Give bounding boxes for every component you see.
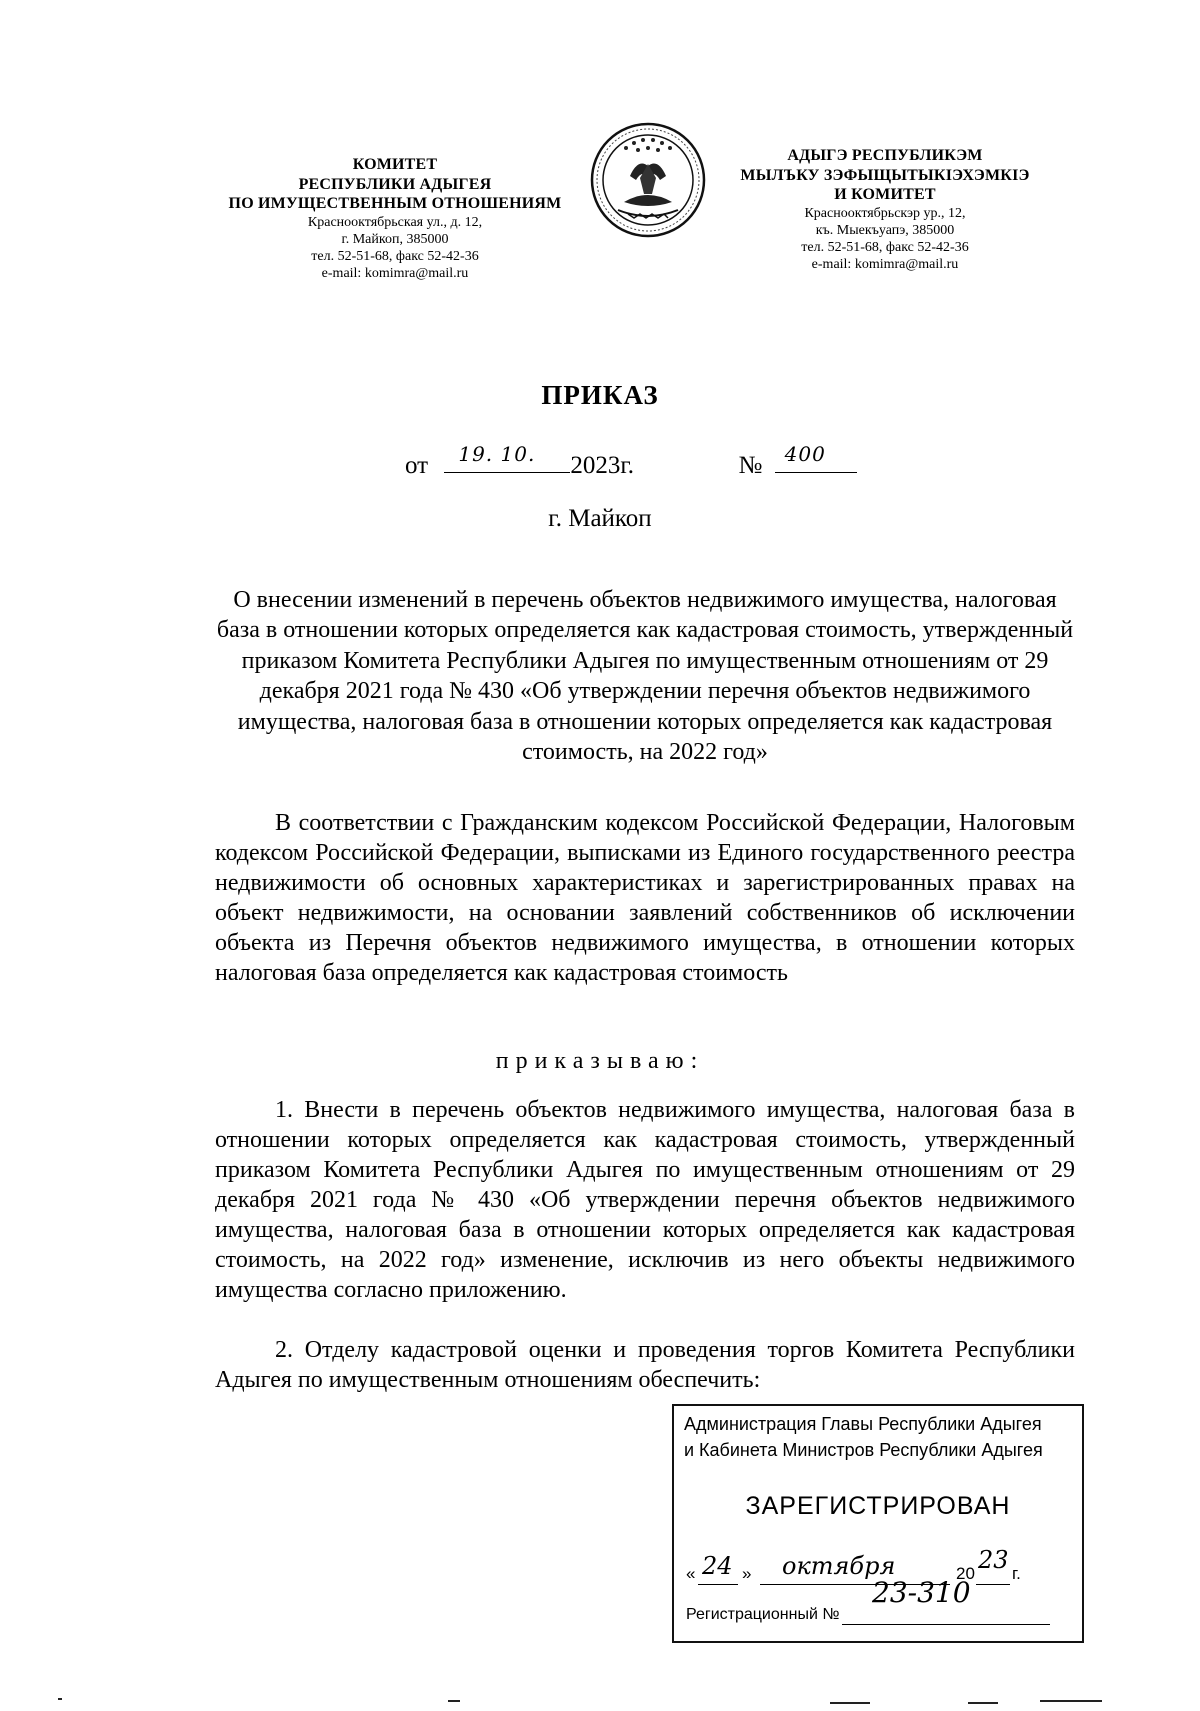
org-email-ady: e-mail: komimra@mail.ru [811,256,959,272]
stamp-regno-row [686,1606,839,1624]
order-subject: О внесении изменений в перечень объектов недвижимого имущества, налоговая база в отношении которых определяется как кадастровая стоимость, утвержденный приказом Комитета Республики Адыгея по имущественным отношениям от 29 декабря 2021 года № 430 «Об утверждении перечня объектов недвижимого имущества, налоговая база в отношении которых определяется как кадастровая стоимость, на 2022 год» [216,587,1074,766]
handwritten-date: 19. 10. [458,442,536,466]
org-address: Краснооктябрьская ул., д. 12, [307,214,483,230]
stamp-close-quote: » [742,1564,752,1583]
org-city: г. Майкоп, 385000 [341,231,449,247]
org-city-ady: къ. Мыекъуапэ, 385000 [815,222,955,238]
org-name-line1: КОМИТЕТ [352,156,438,173]
stamp-handwritten-day: 24 [702,1552,733,1580]
org-name-ady-line3: И КОМИТЕТ [834,186,936,204]
org-name-ady-line1: АДЫГЭ РЕСПУБЛИКЭМ [787,147,983,164]
order-city: г. Майкоп [548,505,652,532]
order-title: ПРИКАЗ [541,380,659,410]
scan-speck [448,1700,460,1702]
preamble-paragraph: В соответствии с Гражданским кодексом Российской Федерации, Налоговым кодексом Российской Федерации, выписками из Единого государственного реестра недвижимости об основных характеристиках и зарегистрированных правах на объект недвижимости, на основании заявлений собственников об исключении объекта из Перечня объектов недвижимого имущества, в отношении которых налоговая база определяется как кадастровая стоимость [215,810,1075,986]
stamp-handwritten-month: октября [782,1552,896,1580]
order-date-number-row [405,442,857,480]
item-1-paragraph: 1. Внести в перечень объектов недвижимого имущества, налоговая база в отношении которых определяется как кадастровая стоимость, утвержденный приказом Комитета Республики Адыгея по имущественным отношениям от 29 декабря 2021 года № 430 «Об утверждении перечня объектов недвижимого имущества, налоговая база в отношении которых определяется как кадастровая стоимость, на 2022 год» изменение, исключив из него объекты недвижимого имущества согласно приложению. [215,1097,1075,1303]
stamp-org-line1: Администрация Главы Республики Адыгея [684,1414,1042,1434]
from-label: от [405,452,429,479]
scan-speck [968,1702,998,1704]
stamp-year-suffix: г. [1012,1564,1021,1583]
stamp-handwritten-regno: 23-310 [872,1576,971,1609]
decree-word: приказываю: [495,1048,705,1074]
coat-of-arms-icon [588,118,708,242]
stamp-open-quote: « [686,1564,696,1583]
org-address-ady: Краснооктябрьскэр ур., 12, [804,205,966,221]
scan-speck [58,1698,62,1700]
scan-speck [1040,1700,1102,1702]
org-name-ady-line2: МЫЛЪКУ ЗЭФЫЩЫТЫКIЭХЭМКIЭ [740,166,1030,184]
letterhead-right [700,146,1070,273]
registration-stamp [672,1404,1084,1643]
org-name-line3: ПО ИМУЩЕСТВЕННЫМ ОТНОШЕНИЯМ [228,195,562,213]
handwritten-number: 400 [784,442,826,466]
date-blank [444,442,570,473]
number-label: № [738,452,763,479]
stamp-org-line2: и Кабинета Министров Республики Адыгея [684,1440,1043,1460]
item-2-paragraph: 2. Отделу кадастровой оценки и проведения торгов Комитета Республики Адыгея по имущественным отношениям обеспечить: [215,1337,1075,1393]
stamp-handwritten-year: 23 [978,1546,1009,1574]
scan-speck [830,1702,870,1704]
org-phone: тел. 52-51-68, факс 52-42-36 [311,248,479,264]
order-year: 2023г. [570,452,635,479]
stamp-regno-label: Регистрационный № [686,1606,840,1623]
stamp-year-prefix: 20 [956,1564,975,1583]
stamp-status: ЗАРЕГИСТРИРОВАН [745,1492,1011,1520]
org-name-line2: РЕСПУБЛИКИ АДЫГЕЯ [298,175,492,193]
org-phone-ady: тел. 52-51-68, факс 52-42-36 [801,239,969,255]
number-blank [775,442,857,473]
org-email: e-mail: komimra@mail.ru [321,265,469,281]
letterhead-left [220,155,570,282]
